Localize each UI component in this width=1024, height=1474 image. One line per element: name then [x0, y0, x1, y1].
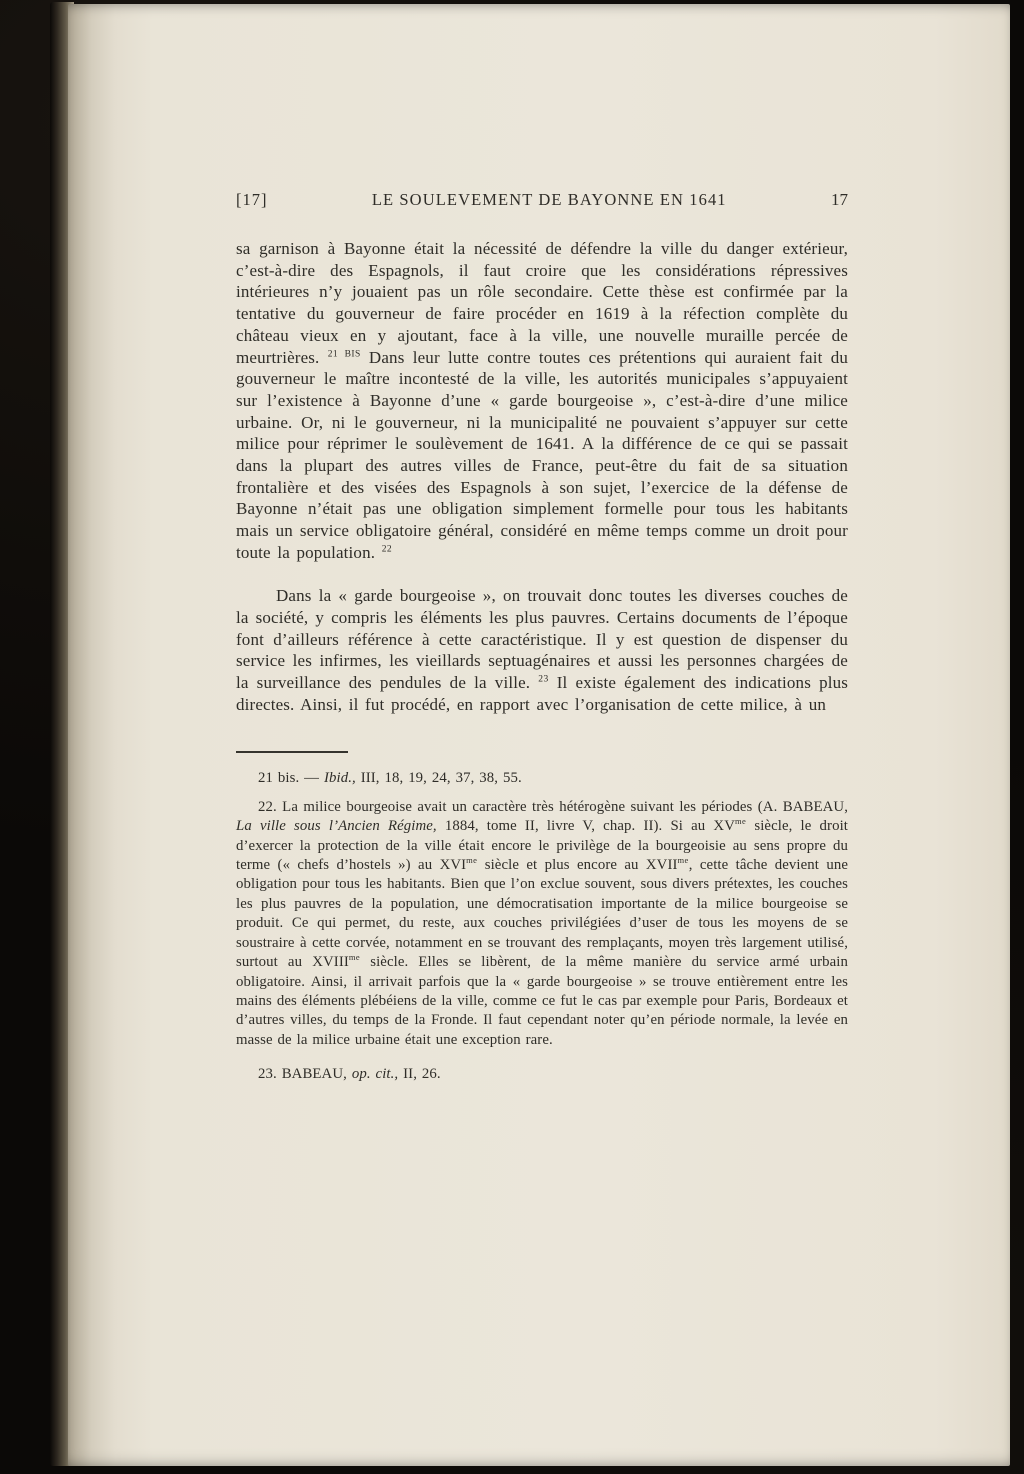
text-column [236, 190, 848, 1094]
page-header [236, 190, 848, 210]
header-running-title: LE SOULEVEMENT DE BAYONNE EN 1641 [371, 190, 727, 209]
body-paragraph-2: Dans la « garde bourgeoise », on trouvait donc toutes les diverses couches de la société, y compris les éléments les plus pauvres. Certains documents de l’époque font d’ailleurs référence à cette caractéristique. Il y est question de dispenser du service les infirmes, les vieillards septuagénaires et aussi les personnes chargées de la surveillance des pendules de la ville. $^{23}$ Il existe également des indications plus directes. Ainsi, il fut procédé, en rapport avec l’organisation de cette milice, à un [236, 586, 849, 714]
header-bracket-folio: [17] [236, 190, 268, 209]
footnote-23: 23. BABEAU, op. cit., II, 26. [258, 1066, 441, 1083]
footnote-separator [236, 751, 348, 753]
footnote-22: 22. La milice bourgeoise avait un caractère très hétérogène suivant les périodes (A. BABEAU, La ville sous l’Ancien Régime, 1884, tome II, livre V, chap. II). Si au $XV^{me}$ siècle, le droit d’exercer la protection de la ville était encore le privilège de la bourgeoisie au sens propre du terme (« chefs d’hostels ») au $XVI^{me}$ siècle et plus encore au $XVII^{me}$, cette tâche devient une obligation pour tous les habitants. Bien que l’on exclue souvent, sous divers prétextes, les couches les plus pauvres de la population, une démocratisation importante de la milice bourgeoise se produit. Ce qui permet, du reste, aux couches privilégiées d’user de tous les moyens de se soustraire à cette corvée, notamment en se trouvant des remplaçants, moyen très largement utilisé, surtout au $XVIII^{me}$ siècle. Elles se libèrent, de la même manière du service armé urbain obligatoire. Ainsi, il arrivait parfois que la « garde bourgeoise » se trouve entièrement entre les mains des éléments plébéiens de la ville, comme ce fut le cas par exemple pour Paris, Bordeaux et d’autres villes, du temps de la Fronde. Il faut cependant noter qu’en période normale, la levée en masse de la milice urbaine était une exception rare. [236, 798, 849, 1048]
footnote-21bis: 21 bis. — Ibid., III, 18, 19, 24, 37, 38, 55. [258, 770, 522, 787]
header-page-number: 17 [830, 190, 848, 209]
book-page [68, 4, 1010, 1466]
body-paragraph-1: sa garnison à Bayonne était la nécessité de défendre la ville du danger extérieur, c’est-à-dire des Espagnols, il faut croire que les considérations répressives intérieures n’y jouaient pas un rôle secondaire. Cette thèse est confirmée par la tentative du gouverneur de faire procéder en 1619 à la réfection complète du château vieux en y ajoutant, face à la ville, une nouvelle muraille percée de meurtrières. $^{21 BIS}$ Dans leur lutte contre toutes ces prétentions qui auraient fait du gouverneur le maître incontesté de la ville, les autorités municipales s’appuyaient sur l’existence à Bayonne d’une « garde bourgeoise », c’est-à-dire d’une milice urbaine. Or, ni le gouverneur, ni la municipalité ne pouvaient s’appuyer sur cette milice pour réprimer le soulèvement de 1641. A la différence de ce qui se passait dans la plupart des autres villes de France, peut-être du fait de sa situation frontalière et des visées des Espagnols à son sujet, l’exercice de la défense de Bayonne n’était pas une obligation simplement formelle pour tous les habitants mais un service obligatoire général, considéré en même temps comme un droit pour toute la population. $^{22}$ [236, 239, 849, 562]
